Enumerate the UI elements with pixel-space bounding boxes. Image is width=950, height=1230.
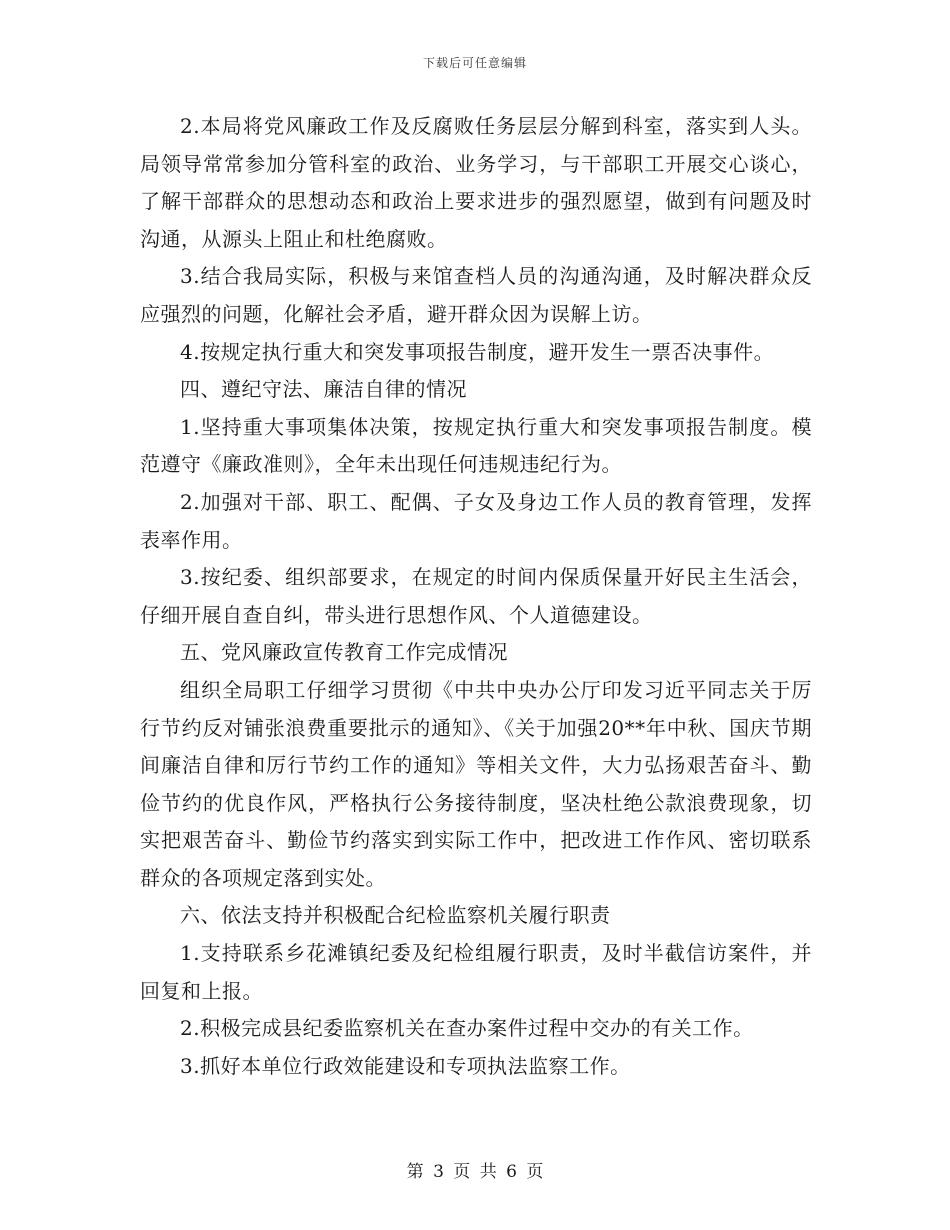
document-body — [140, 108, 812, 1085]
paragraph-s4-3: 3.按纪委、组织部要求，在规定的时间内保质保量开好民主生活会，仔细开展自查自纠，带头进行思想作风、个人道德建设。 — [140, 565, 812, 627]
paragraph-3-communication: 3.结合我局实际，积极与来馆查档人员的沟通沟通，及时解决群众反应强烈的问题，化解社会矛盾，避开群众因为误解上访。 — [140, 264, 812, 326]
section-heading-6: 六、依法支持并积极配合纪检监察机关履行职责 — [180, 903, 611, 928]
paragraph-s5-1: 组织全局职工仔细学习贯彻《中共中央办公厅印发习近平同志关于厉行节约反对铺张浪费重要批示的通知》、《关于加强20**年中秋、国庆节期间廉洁自律和厉行节约工作的通知》等相关文件，大力弘扬艰苦奋斗、勤俭节约的优良作风，严格执行公务接待制度，坚决杜绝公款浪费现象，切实把艰苦奋斗、勤俭节约落实到实际工作中，把改进工作作风、密切联系群众的各项规定落到实处。 — [140, 677, 812, 890]
paragraph-2-responsibility: 2.本局将党风廉政工作及反腐败任务层层分解到科室，落实到人头。局领导常常参加分管科室的政治、业务学习，与干部职工开展交心谈心，了解干部群众的思想动态和政治上要求进步的强烈愿望，做到有问题及时沟通，从源头上阻止和杜绝腐败。 — [140, 114, 812, 251]
page-footer: 第 3 页 共 6 页 — [406, 1162, 544, 1182]
page-header: 下载后可任意编辑 — [422, 56, 527, 70]
paragraph-s6-1: 1.支持联系乡花滩镇纪委及纪检组履行职责，及时半截信访案件，并回复和上报。 — [140, 941, 812, 1003]
section-heading-4: 四、遵纪守法、廉洁自律的情况 — [180, 377, 467, 402]
paragraph-s6-2: 2.积极完成县纪委监察机关在查办案件过程中交办的有关工作。 — [180, 1016, 754, 1041]
paragraph-s4-2: 2.加强对干部、职工、配偶、子女及身边工作人员的教育管理，发挥表率作用。 — [140, 489, 812, 552]
section-heading-5: 五、党风廉政宣传教育工作完成情况 — [180, 640, 508, 665]
paragraph-s6-3: 3.抓好本单位行政效能建设和专项执法监察工作。 — [180, 1053, 631, 1078]
paragraph-4-reporting: 4.按规定执行重大和突发事项报告制度，避开发生一票否决事件。 — [180, 339, 775, 364]
paragraph-s4-1: 1.坚持重大事项集体决策，按规定执行重大和突发事项报告制度。模范遵守《廉政准则》，全年未出现任何违规违纪行为。 — [140, 414, 812, 477]
